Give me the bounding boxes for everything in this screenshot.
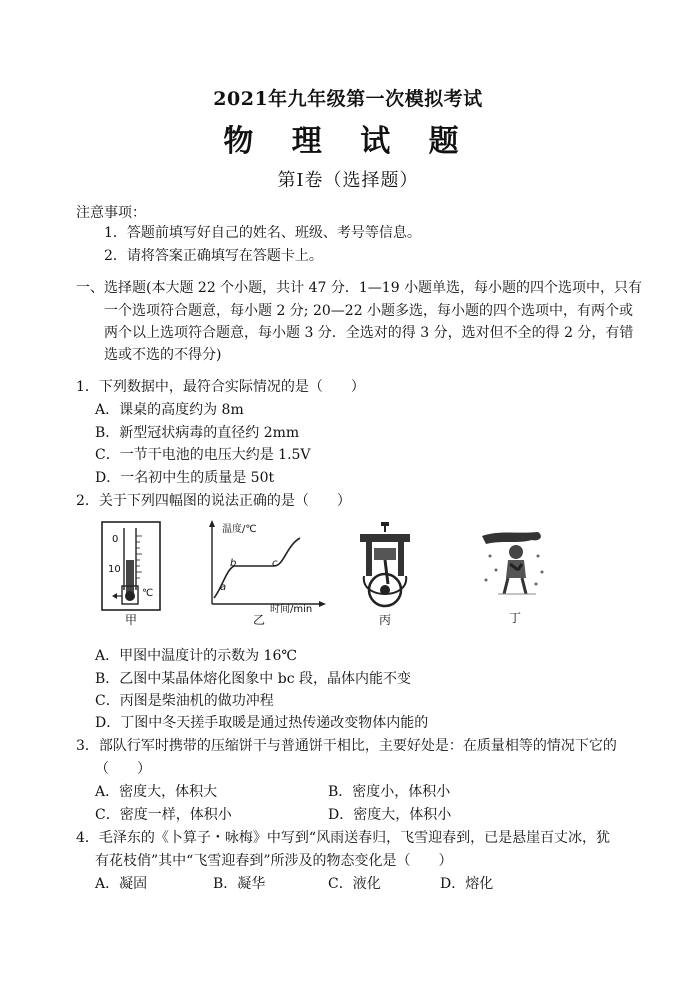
- q2-option-a: A．甲图中温度计的示数为 16℃: [95, 648, 298, 664]
- q2-option-b: B．乙图中某晶体熔化图象中 bc 段，晶体内能不变: [95, 671, 411, 687]
- caption-ding: 丁: [508, 611, 521, 625]
- q3-paren: （ ）: [95, 761, 151, 777]
- q1-option-b: B．新型冠状病毒的直径约 2mm: [95, 425, 300, 441]
- caption-jia: 甲: [124, 613, 137, 627]
- q2-option-c: C．丙图是柴油机的做功冲程: [95, 693, 274, 709]
- section-line: 两个以上选项符合题意，每小题 3 分．全选对的得 3 分，选对但不全的得 2 分，有错: [104, 325, 634, 341]
- caption-bing: 丙: [378, 613, 391, 627]
- q1-option-a: A．课桌的高度约为 8m: [95, 402, 244, 418]
- graph-point-c: c: [272, 558, 278, 569]
- section-line: 一、选择题(本大题 22 个小题，共计 47 分．1—19 小题单选，每小题的四个选项中，只有: [76, 280, 643, 296]
- q1-option-d: D．一名初中生的质量是 50t: [95, 470, 275, 486]
- graph-point-a: a: [220, 582, 227, 593]
- note-item: 2．请将答案正确填写在答题卡上。: [104, 248, 323, 264]
- q3-option-a: A．密度大，体积大: [95, 784, 218, 800]
- notes-heading: 注意事项：: [76, 205, 146, 221]
- q4-option-a: A．凝固: [95, 876, 148, 892]
- section-line: 一个选项符合题意，每小题 2 分; 20—22 小题多选，每小题的四个选项中，有两个或: [104, 303, 634, 319]
- q2-option-d: D．丁图中冬天搓手取暖是通过热传递改变物体内能的: [95, 715, 429, 731]
- caption-yi: 乙: [252, 613, 265, 627]
- q4-option-d: D．熔化: [440, 876, 494, 892]
- section-line: 选或不选的不得分): [104, 347, 222, 363]
- q4-stem-line2: 有花枝俏”其中“飞雪迎春到”所涉及的物态变化是（ ）: [95, 853, 453, 869]
- graph-xlabel: 时间/min: [270, 604, 313, 615]
- q4-option-c: C．液化: [328, 876, 381, 892]
- thermometer-unit: ℃: [142, 588, 154, 599]
- q3-option-c: C．密度一样，体积小: [95, 807, 232, 823]
- exam-title: 2021年九年级第一次模拟考试: [213, 88, 483, 110]
- q3-option-b: B．密度小，体积小: [328, 784, 451, 800]
- q4-option-b: B．凝华: [213, 876, 266, 892]
- thermometer-mark-10: 10: [108, 564, 121, 575]
- q2-stem: 2．关于下列四幅图的说法正确的是（ ）: [76, 493, 351, 509]
- figure-thermometer: [100, 520, 162, 612]
- q1-option-c: C．一节干电池的电压大约是 1.5V: [95, 447, 311, 463]
- thermometer-mark-0: 0: [112, 534, 119, 545]
- figure-melting-graph: [200, 518, 330, 614]
- graph-ylabel: 温度/℃: [222, 524, 257, 535]
- q4-stem-line1: 4．毛泽东的《卜算子・咏梅》中写到“风雨送春归，飞雪迎春到，已是悬崖百丈冰，犹: [76, 830, 611, 846]
- part-title: 第Ⅰ卷（选择题）: [277, 170, 419, 191]
- engine-icon: [352, 520, 418, 610]
- subject-title: 物 理 试 题: [223, 124, 473, 159]
- q1-stem: 1．下列数据中，最符合实际情况的是（ ）: [76, 379, 365, 395]
- note-item: 1．答题前填写好自己的姓名、班级、考号等信息。: [104, 225, 421, 241]
- graph-point-b: b: [230, 558, 237, 569]
- q3-option-d: D．密度大，体积小: [328, 807, 452, 823]
- q3-stem: 3．部队行军时携带的压缩饼干与普通饼干相比，主要好处是：在质量相等的情况下它的: [76, 738, 617, 754]
- rubbing-hands-icon: [478, 526, 550, 598]
